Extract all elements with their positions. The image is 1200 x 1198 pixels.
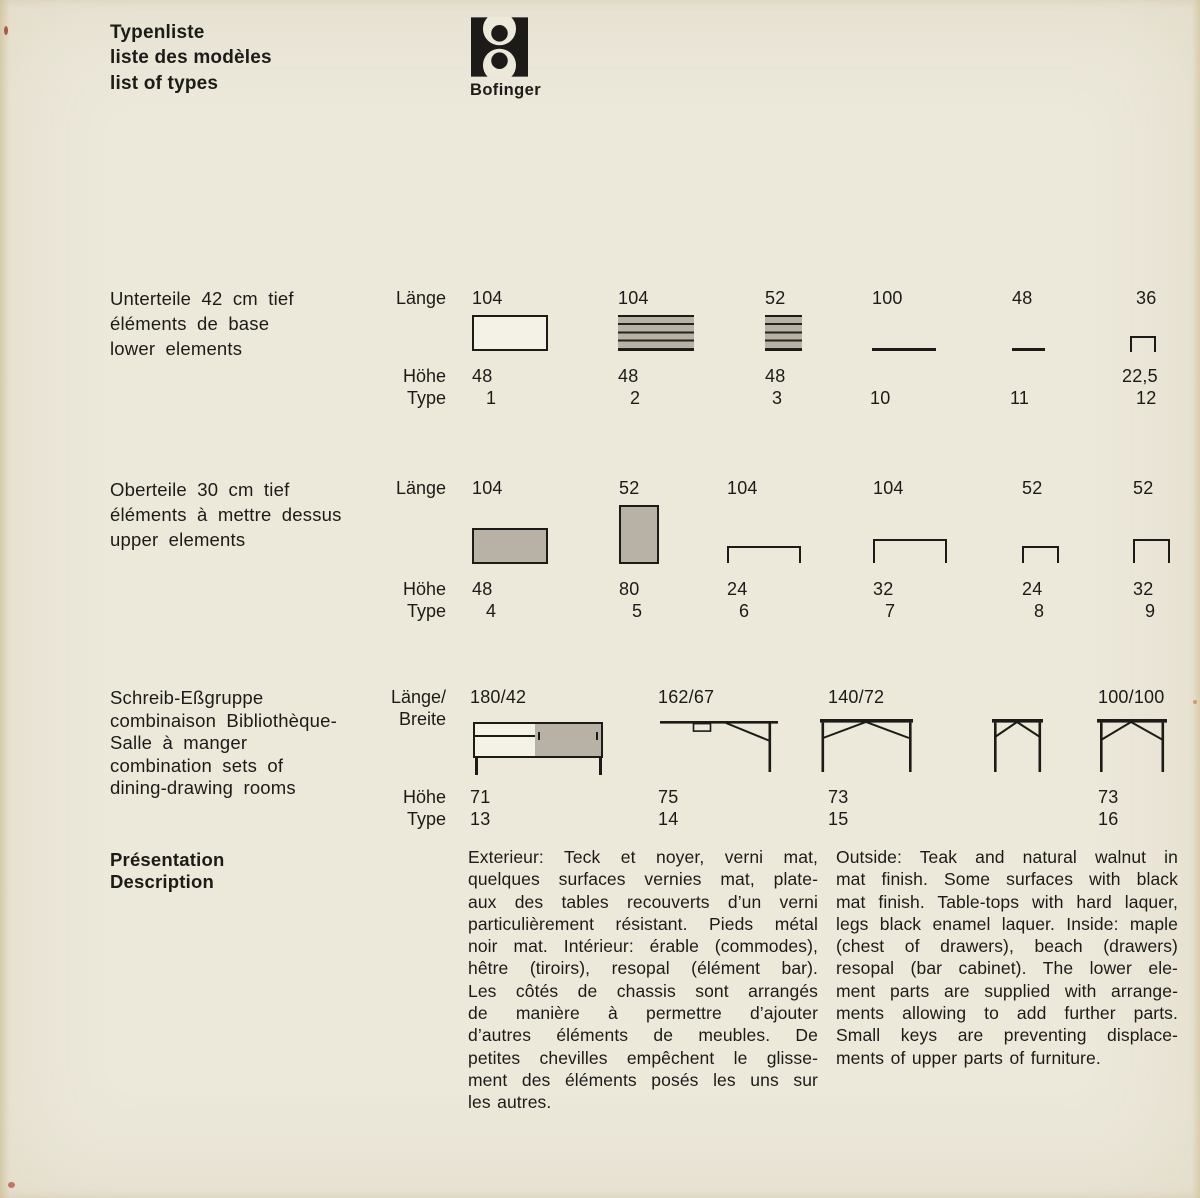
section-upper-elements-heading <box>110 477 342 552</box>
paragraph-line: Exterieur: Teck et noyer, verni mat, <box>468 847 818 867</box>
laenge-value: 36 <box>1136 288 1157 308</box>
heading-line: combination sets of <box>110 754 284 776</box>
section-lower-elements-heading <box>110 286 294 361</box>
type-6-drawing <box>727 546 801 563</box>
label-laenge: Länge <box>395 288 446 308</box>
laenge-breite-value: 180/42 <box>470 687 527 707</box>
hoehe-value: 73 <box>828 787 849 807</box>
type-value: 16 <box>1098 809 1119 829</box>
hoehe-value: 80 <box>619 579 640 599</box>
type-4-drawing <box>472 528 548 564</box>
heading-line: Schreib-Eßgruppe <box>110 687 264 708</box>
page-title <box>110 20 272 96</box>
type-value: 12 <box>1136 388 1157 408</box>
type-value: 14 <box>658 809 679 829</box>
type-16-drawing <box>1095 716 1169 774</box>
description-english <box>836 846 1178 1069</box>
paragraph-line: Les côtés de chassis sont arrangés <box>468 980 818 1001</box>
laenge-value: 52 <box>1133 478 1154 498</box>
type-8-drawing <box>1022 546 1059 563</box>
type-value: 2 <box>630 388 641 408</box>
type-value: 3 <box>772 388 783 408</box>
paragraph-line: Small keys are preventing displace- <box>836 1025 1178 1046</box>
type-1-drawing <box>472 315 548 351</box>
label-hoehe: Höhe <box>402 366 446 386</box>
heading-line: Présentation <box>110 849 225 870</box>
heading-line: Unterteile 42 cm tief <box>110 288 294 309</box>
type-value: 10 <box>870 388 891 408</box>
type-value: 4 <box>486 601 497 621</box>
paragraph-line: ment parts are supplied with arrange- <box>836 980 1178 1001</box>
laenge-value: 52 <box>765 288 786 308</box>
paragraph-line: quelques surfaces vernies mat, plate- <box>468 869 818 890</box>
type-value: 7 <box>885 601 896 621</box>
brand-name: Bofinger <box>470 81 542 99</box>
heading-line: Salle à manger <box>110 732 248 754</box>
laenge-value: 48 <box>1012 288 1033 308</box>
type-value: 5 <box>632 601 643 621</box>
hoehe-value: 48 <box>472 579 493 599</box>
paragraph-line: petites chevilles empêchent le glisse- <box>468 1047 818 1068</box>
type-14-drawing <box>658 718 782 774</box>
label-type: Type <box>406 601 446 621</box>
paragraph-line: (chest of drawers), beach (drawers) <box>836 936 1178 957</box>
scan-speck <box>4 26 8 35</box>
paragraph-line: hêtre (tiroirs), resopal (élément bar). <box>468 958 818 979</box>
hoehe-value: 32 <box>1133 579 1154 599</box>
laenge-breite-value: 140/72 <box>828 687 885 707</box>
bofinger-mark-icon <box>471 17 528 77</box>
paragraph-line: Outside: Teak and natural walnut in <box>836 847 1178 867</box>
page-title-line-de: Typenliste <box>110 22 205 43</box>
label-laenge: Länge/ <box>390 687 446 707</box>
scan-edge-shading <box>0 0 10 1198</box>
label-breite: Breite <box>398 709 446 729</box>
heading-line: Description <box>110 871 214 892</box>
label-type: Type <box>406 388 446 408</box>
type-7-drawing <box>873 539 947 563</box>
paragraph-line: aux des tables recouverts d’un verni <box>468 891 818 912</box>
type-value: 13 <box>470 809 491 829</box>
hoehe-value: 32 <box>873 579 894 599</box>
paragraph-line: mat finish. Table-tops with hard laquer, <box>836 891 1178 912</box>
page-title-line-en: list of types <box>110 72 219 94</box>
description-french <box>468 846 818 1114</box>
paragraph-line: legs black enamel laquer. Inside: maple <box>836 913 1178 934</box>
scan-speck <box>1193 700 1197 704</box>
hoehe-value: 73 <box>1098 787 1119 807</box>
scan-edge-shading <box>1192 0 1200 1198</box>
paragraph-line: les autres. <box>468 1092 552 1113</box>
type-3-drawing <box>765 315 802 351</box>
paragraph-line: ment des éléments posés les uns sur <box>468 1069 818 1090</box>
type-5-drawing <box>619 505 659 564</box>
label-hoehe: Höhe <box>402 787 446 807</box>
hoehe-value: 71 <box>470 787 491 807</box>
heading-line: combinaison Bibliothèque- <box>110 709 337 731</box>
laenge-value: 104 <box>618 288 649 308</box>
paragraph-line: particulièrement résistant. Pieds métal <box>468 913 818 934</box>
type-12-drawing <box>1130 336 1156 352</box>
hoehe-value: 24 <box>1022 579 1043 599</box>
heading-line: éléments à mettre dessus <box>110 504 342 525</box>
laenge-breite-value: 162/67 <box>658 687 715 707</box>
laenge-value: 52 <box>1022 478 1043 498</box>
table-side-view-drawing <box>990 716 1045 774</box>
paragraph-line: resopal (bar cabinet). The lower ele- <box>836 958 1178 979</box>
laenge-value: 100 <box>872 288 903 308</box>
hoehe-value: 24 <box>727 579 748 599</box>
type-15-drawing <box>818 716 915 774</box>
hoehe-value: 75 <box>658 787 679 807</box>
paragraph-line: ments allowing to add further parts. <box>836 1003 1178 1024</box>
scan-speck <box>8 1182 15 1188</box>
type-value: 6 <box>739 601 750 621</box>
paragraph-line: d’autres éléments de meubles. De <box>468 1025 818 1046</box>
hoehe-value: 48 <box>472 366 493 386</box>
laenge-value: 104 <box>472 288 503 308</box>
label-hoehe: Höhe <box>402 579 446 599</box>
page-title-line-fr: liste des modèles <box>110 47 272 69</box>
paragraph-line: noir mat. Intérieur: érable (commodes), <box>468 936 818 957</box>
type-value: 8 <box>1034 601 1045 621</box>
laenge-value: 52 <box>619 478 640 498</box>
type-value: 1 <box>486 388 497 408</box>
type-9-drawing <box>1133 539 1170 563</box>
laenge-value: 104 <box>472 478 503 498</box>
paragraph-line: mat finish. Some surfaces with black <box>836 869 1178 890</box>
description-heading <box>110 849 224 893</box>
hoehe-value: 48 <box>618 366 639 386</box>
label-type: Type <box>406 809 446 829</box>
heading-line: éléments de base <box>110 313 270 334</box>
heading-line: lower elements <box>110 338 243 359</box>
heading-line: upper elements <box>110 529 246 550</box>
type-value: 9 <box>1145 601 1156 621</box>
type-11-drawing <box>1012 348 1045 351</box>
hoehe-value: 48 <box>765 366 786 386</box>
laenge-breite-value: 100/100 <box>1098 687 1165 707</box>
heading-line: Oberteile 30 cm tief <box>110 479 290 500</box>
type-2-drawing <box>618 315 694 351</box>
section-combination-sets-heading <box>110 687 337 800</box>
paragraph-line: ments of upper parts of furniture. <box>836 1047 1101 1068</box>
type-10-drawing <box>872 348 936 351</box>
heading-line: dining-drawing rooms <box>110 777 296 799</box>
laenge-value: 104 <box>727 478 758 498</box>
type-value: 11 <box>1010 388 1030 408</box>
type-value: 15 <box>828 809 849 829</box>
hoehe-value: 22,5 <box>1122 366 1158 386</box>
paragraph-line: de manière à permettre d’ajouter <box>468 1003 818 1024</box>
laenge-value: 104 <box>873 478 904 498</box>
label-laenge: Länge <box>395 478 446 498</box>
